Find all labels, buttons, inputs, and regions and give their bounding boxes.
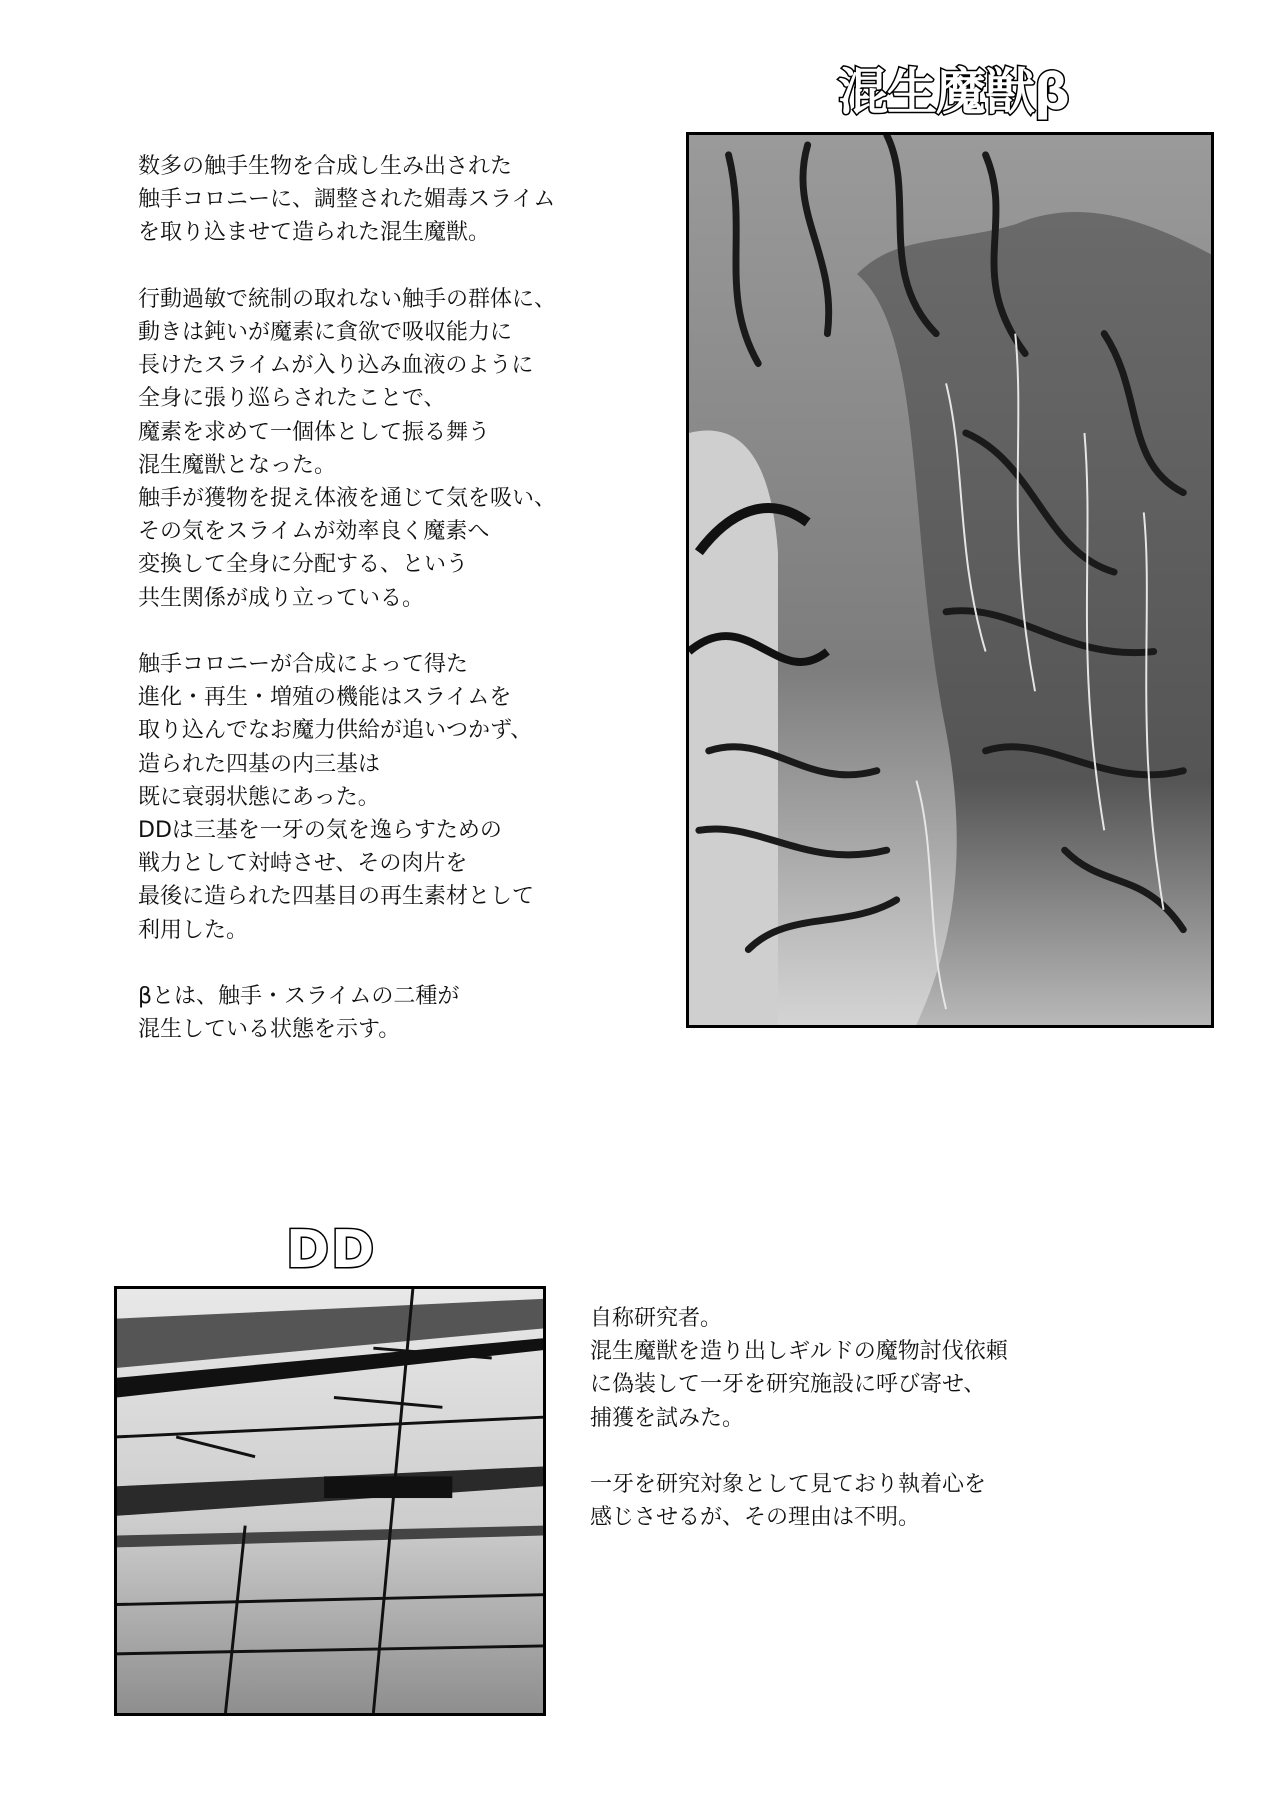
text-line: 混生している状態を示す。 [138,1017,401,1043]
text-line: 捕獲を試みた。 [590,1405,745,1431]
text-line: 変換して全身に分配する、という [138,552,469,578]
text-line: 混生魔獣を造り出しギルドの魔物討伐依頼 [590,1339,1008,1365]
text-line: 戦力として対峙させ、その肉片を [138,851,468,877]
text-line: 混生魔獣となった。 [138,452,337,478]
lab-illustration [114,1286,546,1716]
text-line: 一牙を研究対象として見ており執着心を [590,1472,987,1497]
text-line: 造られた四基の内三基は [138,751,381,777]
text-line: 感じさせるが、その理由は不明。 [590,1505,921,1531]
text-line: 動きは鈍いが魔素に貪欲で吸収能力に [138,320,513,345]
text-line: を取り込ませて造られた混生魔獣。 [138,220,491,246]
text-line: DDは三基を一牙の気を逸らすための [138,818,502,844]
text-line: 魔素を求めて一個体として振る舞う [138,419,491,445]
dd-title: DD [286,1220,377,1280]
ceiling-art [117,1289,543,1713]
text-line: βとは、触手・スライムの二種が [138,984,460,1010]
text-line: 触手が獲物を捉え体液を通じて気を吸い、 [138,486,557,512]
dd-description [590,1302,1008,1534]
text-line: 全身に張り巡らされたことで、 [138,386,446,412]
text-line: 触手コロニーに、調整された媚毒スライム [138,187,556,213]
text-line: 利用した。 [138,917,249,943]
tentacle-art [689,135,1211,1025]
text-line: 取り込んでなお魔力供給が追いつかず、 [138,718,533,744]
text-line: 自称研究者。 [590,1306,723,1331]
text-line: 既に衰弱状態にあった。 [138,784,380,810]
text-line: 最後に造られた四基目の再生素材として [138,884,535,910]
text-line: 数多の触手生物を合成し生み出された [138,154,513,179]
text-line: 共生関係が成り立っている。 [138,585,425,611]
text-line: に偽装して一牙を研究施設に呼び寄せ、 [590,1372,986,1398]
text-line: 触手コロニーが合成によって得た [138,652,469,678]
creature-title: 混生魔獣β [838,63,1069,121]
text-line: 長けたスライムが入り込み血液のように [138,353,534,379]
text-line: 行動過敏で統制の取れない触手の群体に、 [138,286,557,312]
creature-illustration [686,132,1214,1028]
text-line: 進化・再生・増殖の機能はスライムを [138,685,512,711]
text-line: その気をスライムが効率良く魔素へ [138,519,490,545]
creature-description [138,150,556,1046]
